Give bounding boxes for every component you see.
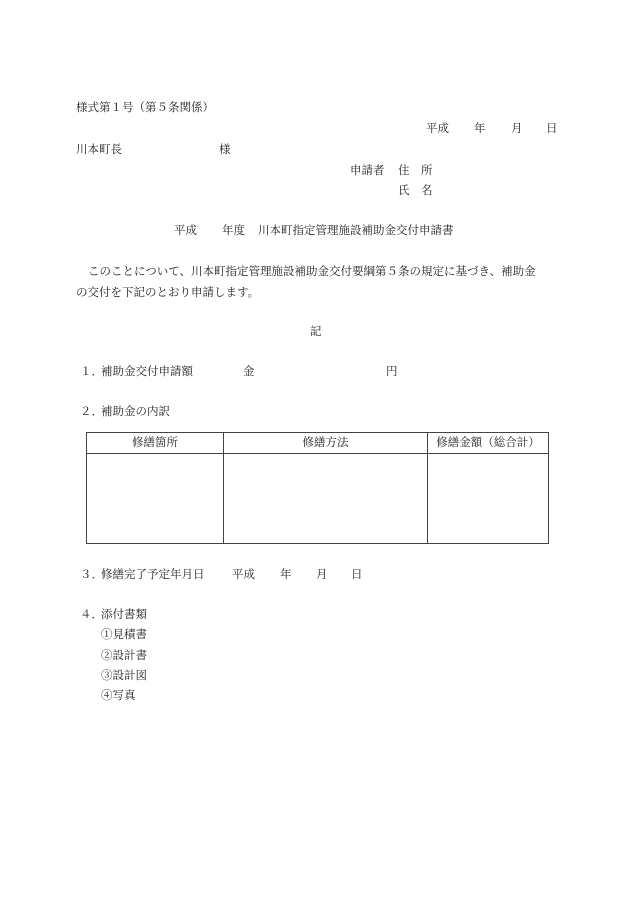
cell-repair-amount[interactable]	[428, 454, 549, 544]
form-number: 様式第１号（第５条関係）	[76, 100, 214, 114]
section-2-number: ２．	[80, 404, 103, 418]
date-era: 平成	[426, 121, 449, 135]
section-3-month: 月	[316, 567, 328, 581]
attachment-item: ③設計図	[101, 668, 147, 682]
section-4-label: 添付書類	[101, 607, 147, 621]
section-2-label: 補助金の内訳	[101, 404, 170, 418]
date-year: 年	[474, 121, 486, 135]
title-text: 川本町指定管理施設補助金交付申請書	[258, 223, 454, 237]
addressee-honorific: 様	[219, 142, 231, 156]
section-3-number: ３．	[80, 567, 103, 581]
ki-heading: 記	[310, 324, 322, 338]
section-3-year: 年	[280, 567, 292, 581]
header-repair-location: 修繕箇所	[87, 433, 224, 454]
cell-repair-location[interactable]	[87, 454, 224, 544]
section-1-label: 補助金交付申請額	[101, 364, 193, 378]
section-1-number: １．	[80, 364, 103, 378]
title-year-label: 年度	[222, 223, 245, 237]
header-repair-amount: 修繕金額（総合計）	[428, 433, 549, 454]
cell-repair-method[interactable]	[224, 454, 428, 544]
body-line-1: このことについて、川本町指定管理施設補助金交付要綱第５条の規定に基づき、補助金	[88, 264, 536, 278]
applicant-label: 申請者	[350, 163, 385, 177]
section-3-era: 平成	[232, 567, 255, 581]
attachment-item: ④写真	[101, 688, 136, 702]
body-line-2: の交付を下記のとおり申請します。	[76, 285, 260, 299]
section-4-number: ４．	[80, 607, 103, 621]
table-row	[87, 454, 549, 544]
section-1-kin: 金	[243, 364, 255, 378]
section-3-day: 日	[351, 567, 363, 581]
date-day: 日	[546, 121, 558, 135]
breakdown-table	[86, 432, 549, 544]
date-month: 月	[511, 121, 523, 135]
section-1-yen: 円	[386, 364, 398, 378]
section-3-label: 修繕完了予定年月日	[101, 567, 205, 581]
addressee-name: 川本町長	[76, 142, 122, 156]
title-era: 平成	[174, 223, 197, 237]
attachment-item: ②設計書	[101, 648, 147, 662]
header-repair-method: 修繕方法	[224, 433, 428, 454]
attachment-item: ①見積書	[101, 627, 147, 641]
table-header-row	[87, 433, 549, 454]
address-label: 住 所	[398, 163, 433, 177]
name-label: 氏 名	[398, 183, 433, 197]
